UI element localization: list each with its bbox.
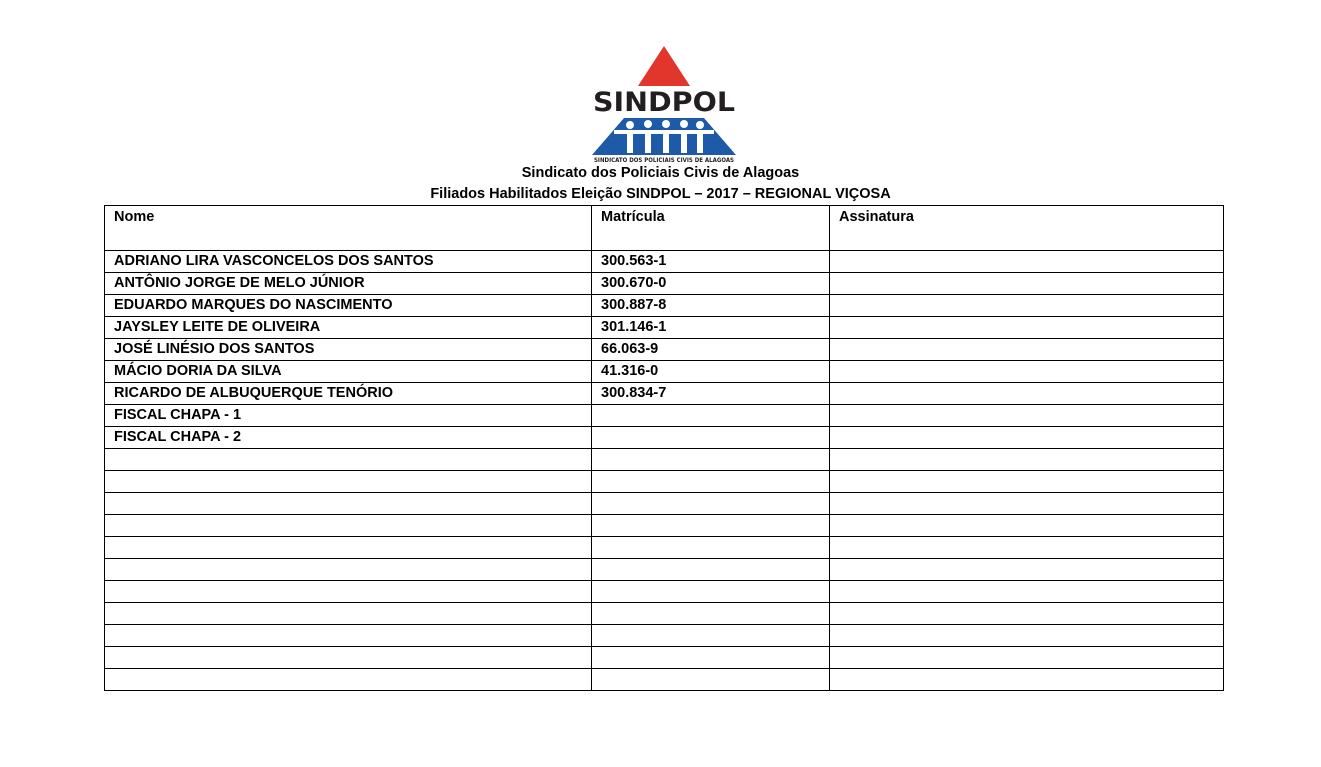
assinatura-cell <box>830 339 1224 361</box>
assinatura-cell <box>830 383 1224 405</box>
table-row <box>105 405 1224 427</box>
table-row <box>105 559 1224 581</box>
nome-cell <box>105 449 592 471</box>
matricula-cell: 300.670-0 <box>592 273 830 295</box>
nome-cell <box>105 625 592 647</box>
nome-cell <box>105 559 592 581</box>
union-name-heading: Sindicato dos Policiais Civis de Alagoas <box>521 165 800 181</box>
nome-cell: JOSÉ LINÉSIO DOS SANTOS <box>105 339 592 361</box>
table-row <box>105 251 1224 273</box>
table-row <box>105 361 1224 383</box>
matricula-cell: 41.316-0 <box>592 361 830 383</box>
table-row <box>105 427 1224 449</box>
table-row <box>105 383 1224 405</box>
table-row <box>105 295 1224 317</box>
table-row <box>105 449 1224 471</box>
members-table <box>104 205 1224 691</box>
matricula-cell: 301.146-1 <box>592 317 830 339</box>
table-row <box>105 603 1224 625</box>
sindpol-logo <box>590 44 738 166</box>
matricula-cell <box>592 493 830 515</box>
assinatura-cell <box>830 361 1224 383</box>
nome-cell <box>105 515 592 537</box>
table-row <box>105 339 1224 361</box>
matricula-cell: 300.887-8 <box>592 295 830 317</box>
assinatura-cell <box>830 317 1224 339</box>
table-row <box>105 273 1224 295</box>
table-header-row <box>105 206 1224 251</box>
matricula-cell: 300.834-7 <box>592 383 830 405</box>
matricula-cell <box>592 647 830 669</box>
matricula-cell <box>592 449 830 471</box>
matricula-cell <box>592 427 830 449</box>
matricula-cell <box>592 515 830 537</box>
nome-cell: FISCAL CHAPA - 1 <box>105 405 592 427</box>
assinatura-cell <box>830 515 1224 537</box>
matricula-cell <box>592 559 830 581</box>
assinatura-cell <box>830 537 1224 559</box>
nome-cell: ANTÔNIO JORGE DE MELO JÚNIOR <box>105 273 592 295</box>
nome-cell: EDUARDO MARQUES DO NASCIMENTO <box>105 295 592 317</box>
logo-red-triangle <box>638 46 690 86</box>
assinatura-cell <box>830 251 1224 273</box>
table-row <box>105 537 1224 559</box>
column-header-nome: Nome <box>105 206 592 251</box>
table-row <box>105 625 1224 647</box>
matricula-cell: 66.063-9 <box>592 339 830 361</box>
matricula-cell <box>592 405 830 427</box>
election-list-heading: Filiados Habilitados Eleição SINDPOL – 2017 – REGIONAL VIÇOSA <box>430 186 891 202</box>
table-row <box>105 515 1224 537</box>
column-header-matricula: Matrícula <box>592 206 830 251</box>
assinatura-cell <box>830 559 1224 581</box>
matricula-cell <box>592 471 830 493</box>
assinatura-cell <box>830 603 1224 625</box>
matricula-cell <box>592 581 830 603</box>
assinatura-cell <box>830 273 1224 295</box>
column-header-assinatura: Assinatura <box>830 206 1224 251</box>
nome-cell <box>105 581 592 603</box>
assinatura-cell <box>830 625 1224 647</box>
assinatura-cell <box>830 493 1224 515</box>
assinatura-cell <box>830 449 1224 471</box>
assinatura-cell <box>830 669 1224 691</box>
nome-cell: JAYSLEY LEITE DE OLIVEIRA <box>105 317 592 339</box>
logo-caption: SINDICATO DOS POLICIAIS CIVIS DE ALAGOAS <box>594 157 734 164</box>
table-row <box>105 317 1224 339</box>
matricula-cell <box>592 603 830 625</box>
nome-cell <box>105 669 592 691</box>
nome-cell: FISCAL CHAPA - 2 <box>105 427 592 449</box>
table-row <box>105 471 1224 493</box>
logo-figures <box>614 120 714 153</box>
table-body <box>105 251 1224 691</box>
assinatura-cell <box>830 471 1224 493</box>
table-row <box>105 493 1224 515</box>
assinatura-cell <box>830 405 1224 427</box>
nome-cell <box>105 647 592 669</box>
nome-cell <box>105 537 592 559</box>
matricula-cell <box>592 669 830 691</box>
matricula-cell: 300.563-1 <box>592 251 830 273</box>
matricula-cell <box>592 625 830 647</box>
nome-cell: MÁCIO DORIA DA SILVA <box>105 361 592 383</box>
matricula-cell <box>592 537 830 559</box>
nome-cell <box>105 471 592 493</box>
table-row <box>105 669 1224 691</box>
assinatura-cell <box>830 427 1224 449</box>
assinatura-cell <box>830 581 1224 603</box>
assinatura-cell <box>830 295 1224 317</box>
nome-cell: RICARDO DE ALBUQUERQUE TENÓRIO <box>105 383 592 405</box>
table-row <box>105 581 1224 603</box>
logo-wordmark: SINDPOL <box>593 87 735 118</box>
table-row <box>105 647 1224 669</box>
assinatura-cell <box>830 647 1224 669</box>
nome-cell <box>105 603 592 625</box>
nome-cell: ADRIANO LIRA VASCONCELOS DOS SANTOS <box>105 251 592 273</box>
nome-cell <box>105 493 592 515</box>
